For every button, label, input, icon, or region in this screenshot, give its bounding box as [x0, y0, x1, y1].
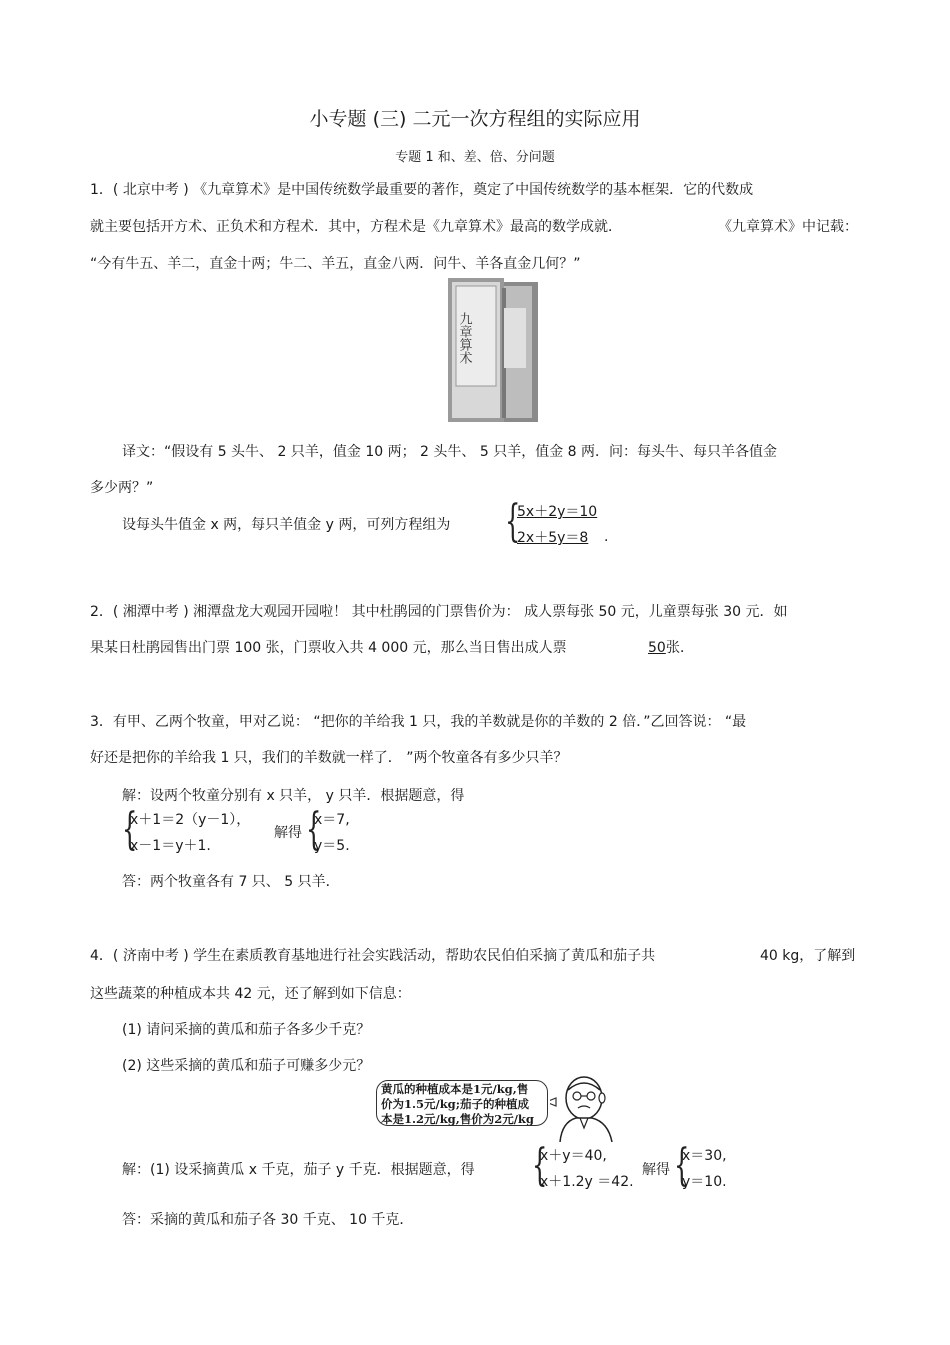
- brace-icon: {: [674, 1140, 690, 1191]
- q4-eq2: x＋1.2y ＝42.: [540, 1174, 634, 1190]
- bubble-line-1: 黄瓜的种植成本是1元/kg,售: [381, 1082, 529, 1096]
- q1-line3: “今有牛五、羊二，直金十两；牛二、羊五，直金八两．问牛、羊各直金几何？”: [90, 256, 581, 272]
- q2-line1: 2．( 湘潭中考 ) 湘潭盘龙大观园开园啦！ 其中杜鹃园的门票售价为： 成人票每张 50 元，儿童票每张 30 元．如: [90, 604, 788, 620]
- q4-line2: 这些蔬菜的种植成本共 42 元，还了解到如下信息：: [90, 986, 411, 1002]
- brace-icon: {: [505, 496, 521, 547]
- q3-eq1: x＋1＝2（y－1），: [130, 812, 251, 828]
- q4-equation-system: [532, 1140, 652, 1194]
- q4-eq1: x＋y＝40,: [540, 1148, 607, 1164]
- q4-result-system: [674, 1140, 744, 1194]
- q2-answer: 50: [648, 640, 666, 656]
- brace-icon: {: [532, 1140, 548, 1191]
- q3-solution: 解：设两个牧童分别有 x 只羊， y 只羊．根据题意，得: [122, 788, 465, 804]
- section-subtitle: 专题 1 和、差、倍、分问题: [395, 150, 555, 165]
- q3-answer: 答：两个牧童各有 7 只、 5 只羊．: [122, 874, 340, 890]
- q3-r2: y＝5.: [314, 838, 350, 854]
- bubble-line-3: 本是1.2元/kg,售价为2元/kg: [381, 1112, 534, 1126]
- speech-bubble: [376, 1080, 548, 1126]
- q4-r1: x＝30,: [682, 1148, 727, 1164]
- brace-icon: {: [122, 804, 138, 855]
- q4-r2: y＝10.: [682, 1174, 727, 1190]
- q1-setup: 设每头牛值金 x 两，每只羊值金 y 两，可列方程组为: [122, 517, 451, 533]
- q4-line1: 4．( 济南中考 ) 学生在素质教育基地进行社会实践活动，帮助农民伯伯采摘了黄瓜和茄子共: [90, 948, 656, 964]
- q2-line2a: 果某日杜鹃园售出门票 100 张，门票收入共 4 000 元，那么当日售出成人票: [90, 640, 567, 656]
- q1-line2b: 《九章算术》中记载：: [718, 219, 858, 235]
- q1-line1: 1．( 北京中考 ) 《九章算术》是中国传统数学最重要的著作，奠定了中国传统数学的基本框架．它的代数成: [90, 182, 754, 198]
- q3-r1: x＝7,: [314, 812, 350, 828]
- q1-translation-2: 多少两？”: [90, 480, 154, 496]
- q3-result-system: [306, 804, 366, 858]
- bubble-line-2: 价为1.5元/kg;茄子的种植成: [381, 1097, 529, 1111]
- brace-icon: {: [306, 804, 322, 855]
- q1-equation-system: [505, 496, 615, 550]
- q3-line2: 好还是把你的羊给我 1 只，我们的羊数就一样了． ”两个牧童各有多少只羊？: [90, 750, 568, 766]
- q4-answer: 答：采摘的黄瓜和茄子各 30 千克、 10 千克．: [122, 1212, 414, 1228]
- book-image: [444, 278, 540, 424]
- q4-part1: (1) 请问采摘的黄瓜和茄子各多少千克？: [122, 1022, 371, 1038]
- q3-line1: 3．有甲、乙两个牧童，甲对乙说： “把你的羊给我 1 只，我的羊数就是你的羊数的 2 倍．”乙回答说： “最: [90, 714, 747, 730]
- q3-solve-label: 解得: [274, 825, 302, 841]
- q3-eq2: x－1＝y＋1.: [130, 838, 211, 854]
- farmer-illustration: [550, 1074, 620, 1142]
- q1-end-period: .: [604, 529, 609, 545]
- q1-eq2: 2x＋5y＝8: [517, 530, 589, 546]
- q3-equation-system: [122, 804, 272, 858]
- q1-eq1: 5x＋2y＝10: [517, 504, 598, 520]
- q4-solution: 解：(1) 设采摘黄瓜 x 千克，茄子 y 千克．根据题意，得: [122, 1162, 475, 1178]
- q2-line2b: 张．: [666, 640, 694, 656]
- q1-translation-1: 译文：“假设有 5 头牛、 2 只羊，值金 10 两； 2 头牛、 5 只羊，值金 8 两．问：每头牛、每只羊各值金: [122, 444, 778, 460]
- q4-part2: (2) 这些采摘的黄瓜和茄子可赚多少元？: [122, 1058, 371, 1074]
- book-cover-text: 九章算术: [456, 312, 472, 364]
- q4-solve-label: 解得: [642, 1162, 670, 1178]
- q1-line2: 就主要包括开方术、正负术和方程术．其中，方程术是《九章算术》最高的数学成就．: [90, 219, 622, 235]
- page-title: 小专题 (三) 二元一次方程组的实际应用: [309, 108, 641, 130]
- q4-line1b: 40 kg，了解到: [760, 948, 856, 964]
